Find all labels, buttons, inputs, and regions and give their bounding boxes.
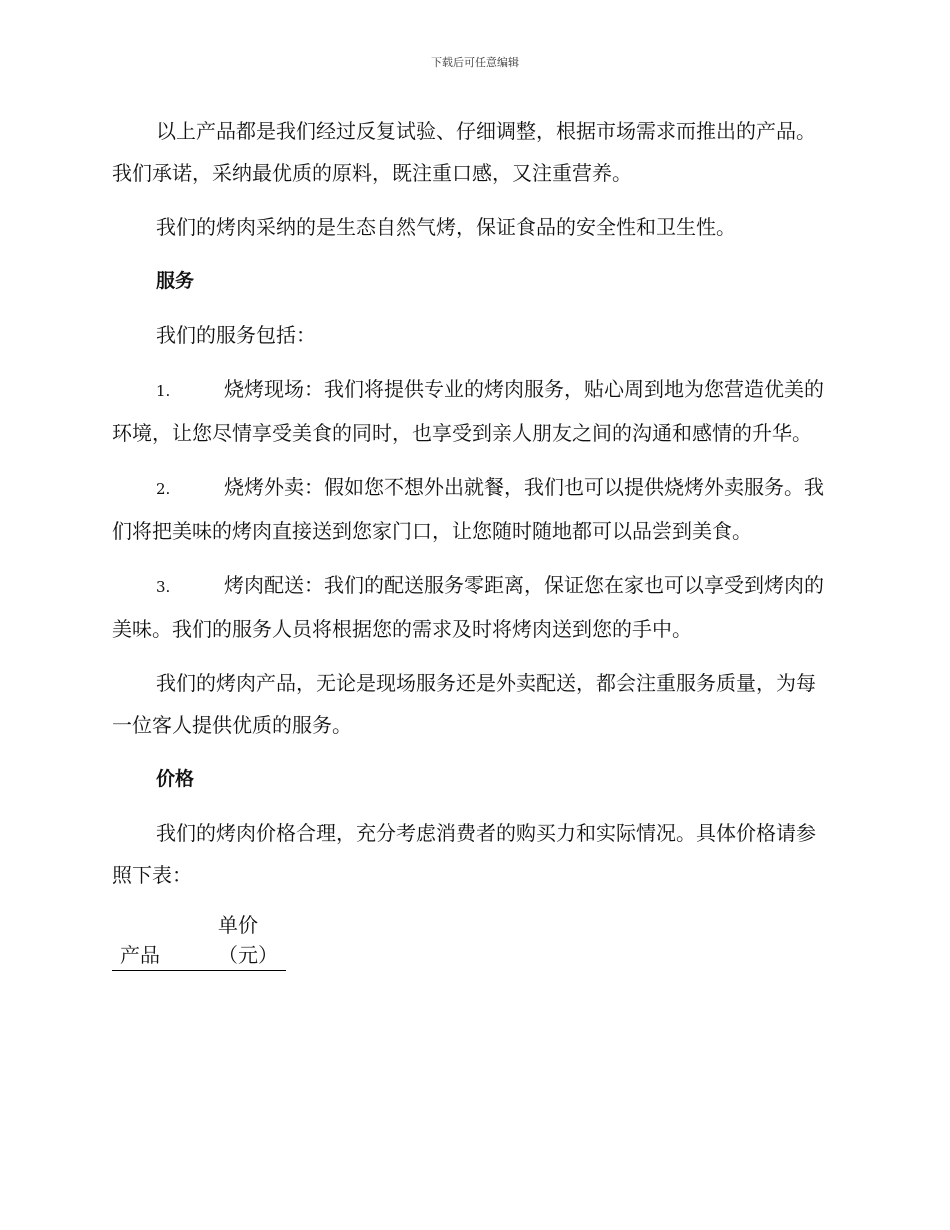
- price-intro: 我们的烤肉价格合理，充分考虑消费者的购买力和实际情况。具体价格请参照下表：: [112, 821, 816, 887]
- price-heading: 价格: [156, 768, 195, 790]
- price-table-header-row: [112, 910, 286, 971]
- document-body: [112, 110, 834, 971]
- service-item-number: 2.: [156, 480, 171, 498]
- service-heading: 服务: [156, 270, 195, 292]
- service-item-1: [112, 368, 834, 454]
- bbq-paragraph: 我们的烤肉采纳的是生态自然气烤，保证食品的安全性和卫生性。: [156, 215, 736, 239]
- intro-paragraph: 以上产品都是我们经过反复试验、仔细调整，根据市场需求而推出的产品。我们承诺，采纳最优质的原料，既注重口感，又注重营养。: [112, 119, 816, 185]
- service-item-number: 1.: [156, 382, 171, 400]
- service-summary: 我们的烤肉产品，无论是现场服务还是外卖配送，都会注重服务质量，为每一位客人提供优质的服务。: [112, 671, 816, 737]
- service-item-text: 烤肉配送：我们的配送服务零距离，保证您在家也可以享受到烤肉的美味。我们的服务人员将根据您的需求及时将烤肉送到您的手中。: [112, 573, 824, 641]
- column-header-product: 产品: [112, 910, 210, 971]
- service-item-number: 3.: [156, 578, 171, 596]
- column-header-unit-price: 单价（元）: [210, 910, 286, 971]
- service-item-text: 烧烤现场：我们将提供专业的烤肉服务，贴心周到地为您营造优美的环境，让您尽情享受美食的同时，也享受到亲人朋友之间的沟通和感情的升华。: [112, 377, 824, 445]
- service-item-3: [112, 564, 834, 650]
- price-table: [112, 910, 286, 971]
- service-item-text: 烧烤外卖：假如您不想外出就餐，我们也可以提供烧烤外卖服务。我们将把美味的烤肉直接送到您家门口，让您随时随地都可以品尝到美食。: [112, 475, 824, 543]
- service-item-2: [112, 466, 834, 552]
- service-intro: 我们的服务包括：: [156, 323, 316, 347]
- page-header: 下载后可任意编辑: [431, 56, 519, 69]
